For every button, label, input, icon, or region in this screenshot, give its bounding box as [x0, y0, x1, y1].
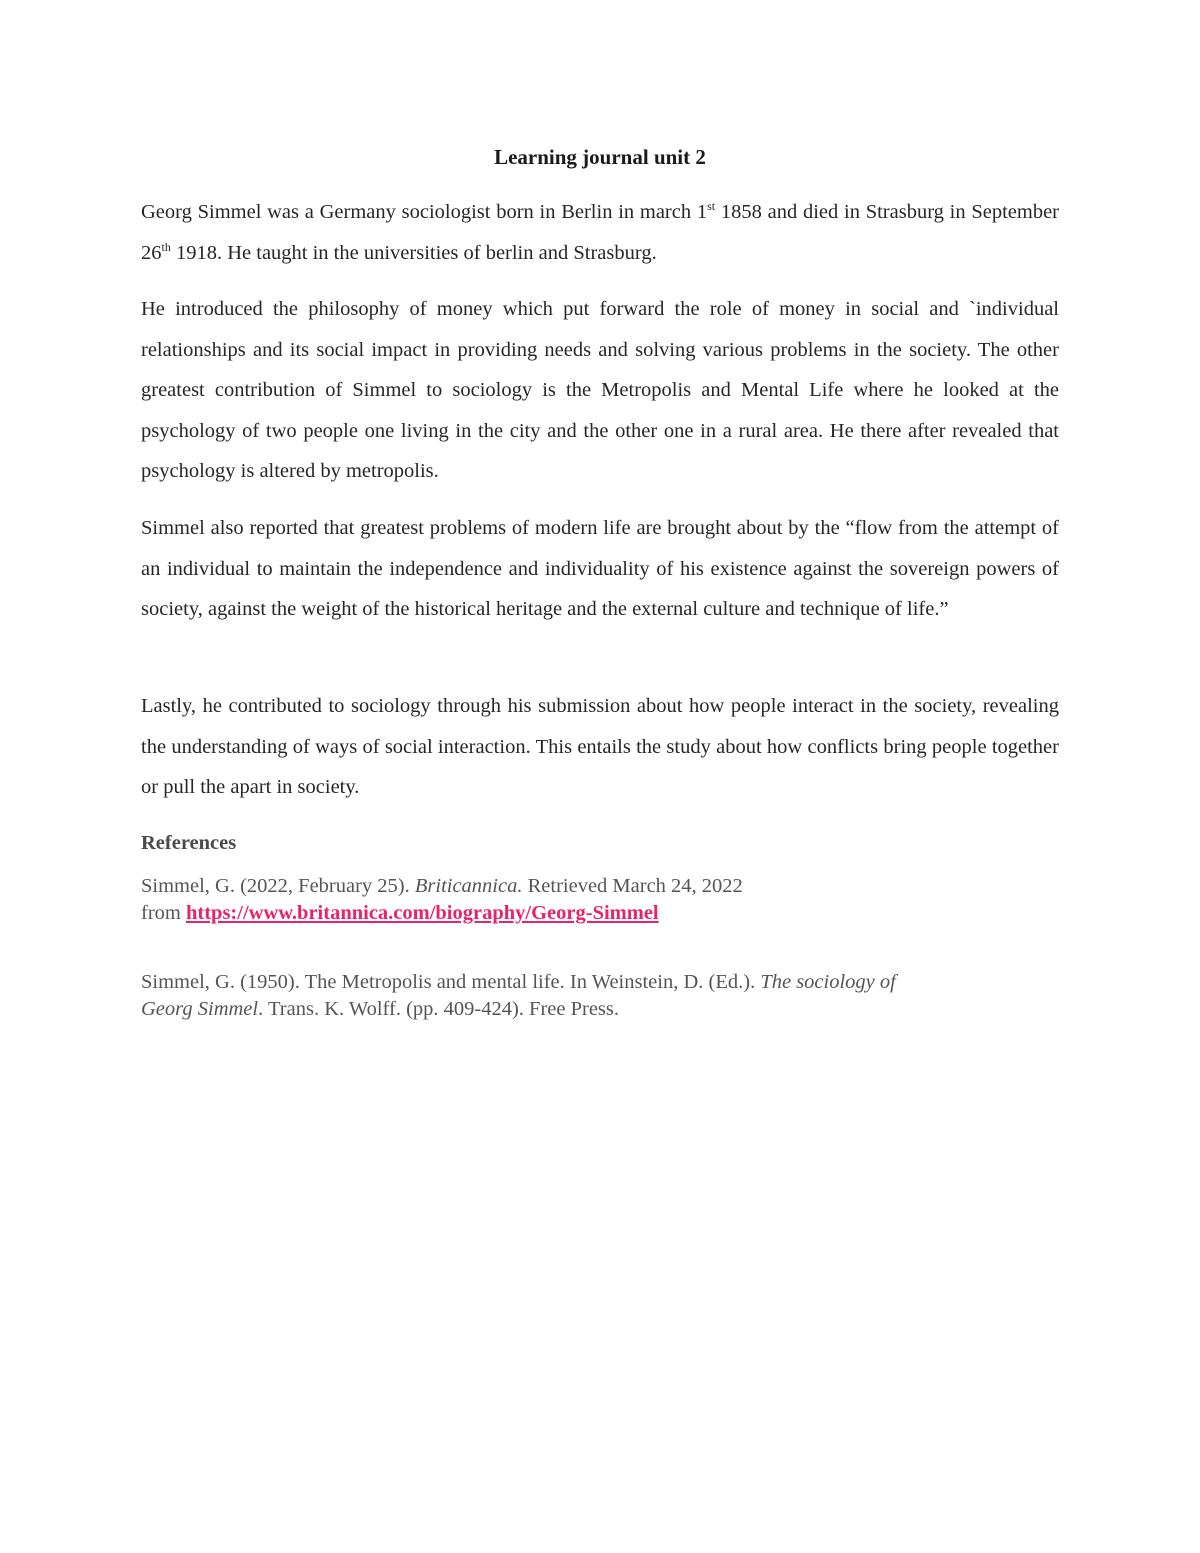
superscript-th: th [161, 239, 171, 254]
paragraph-intro-text-3: 1918. He taught in the universities of berlin and Strasburg. [170, 241, 657, 264]
paragraph-philosophy-of-money: He introduced the philosophy of money which put forward the role of money in social and `individual relationships and its social impact in providing needs and solving various problems in the society. The other greatest contribution of Simmel to sociology is the Metropolis and Mental Life where he looked at the psychology of two people one living in the city and the other one in a rural area. He there after revealed that psychology is altered by metropolis. [141, 298, 1059, 482]
britannica-link[interactable]: https://www.britannica.com/biography/Georg-Simmel [185, 902, 659, 924]
reference-1-title: Briticannica. [414, 875, 523, 897]
reference-2-title-cont: Georg Simmel [141, 998, 259, 1020]
reference-2-text: Simmel, G. (1950). The Metropolis and mental life. In Weinstein, D. (Ed.). [141, 971, 761, 993]
reference-2-publication: Trans. K. Wolff. (pp. 409-424). Free Press. [263, 998, 620, 1020]
paragraph-social-interaction: Lastly, he contributed to sociology through his submission about how people interact in the society, revealing the understanding of ways of social interaction. This entails the study about how conflicts bring people together or pull the apart in society. [141, 695, 1059, 798]
paragraph-intro-text-1: Georg Simmel was a Germany sociologist born in Berlin in march 1 [141, 201, 708, 223]
reference-1-text: Simmel, G. (2022, February 25). [141, 875, 415, 897]
page-title: Learning journal unit 2 [494, 145, 706, 169]
paragraph-modern-life: Simmel also reported that greatest problems of modern life are brought about by the “flow from the attempt of an individual to maintain the independence and individuality of his existence against the sovereign powers of society, against the weight of the historical heritage and the external culture and technique of life.” [141, 517, 1059, 620]
reference-metropolis [141, 969, 1059, 1023]
superscript-st: st [707, 199, 716, 213]
reference-2-title: The sociology of [760, 971, 896, 993]
reference-1-retrieved: Retrieved March 24, 2022 [522, 875, 743, 897]
reference-1-from: from [141, 902, 186, 924]
paragraph-intro-text-2: 1858 and died in Strasburg in September 26 [141, 201, 1059, 264]
reference-britannica [141, 873, 1059, 927]
reference-2-dot: . [258, 998, 264, 1020]
references-heading: References [141, 832, 237, 854]
paragraph-intro [141, 192, 1059, 273]
